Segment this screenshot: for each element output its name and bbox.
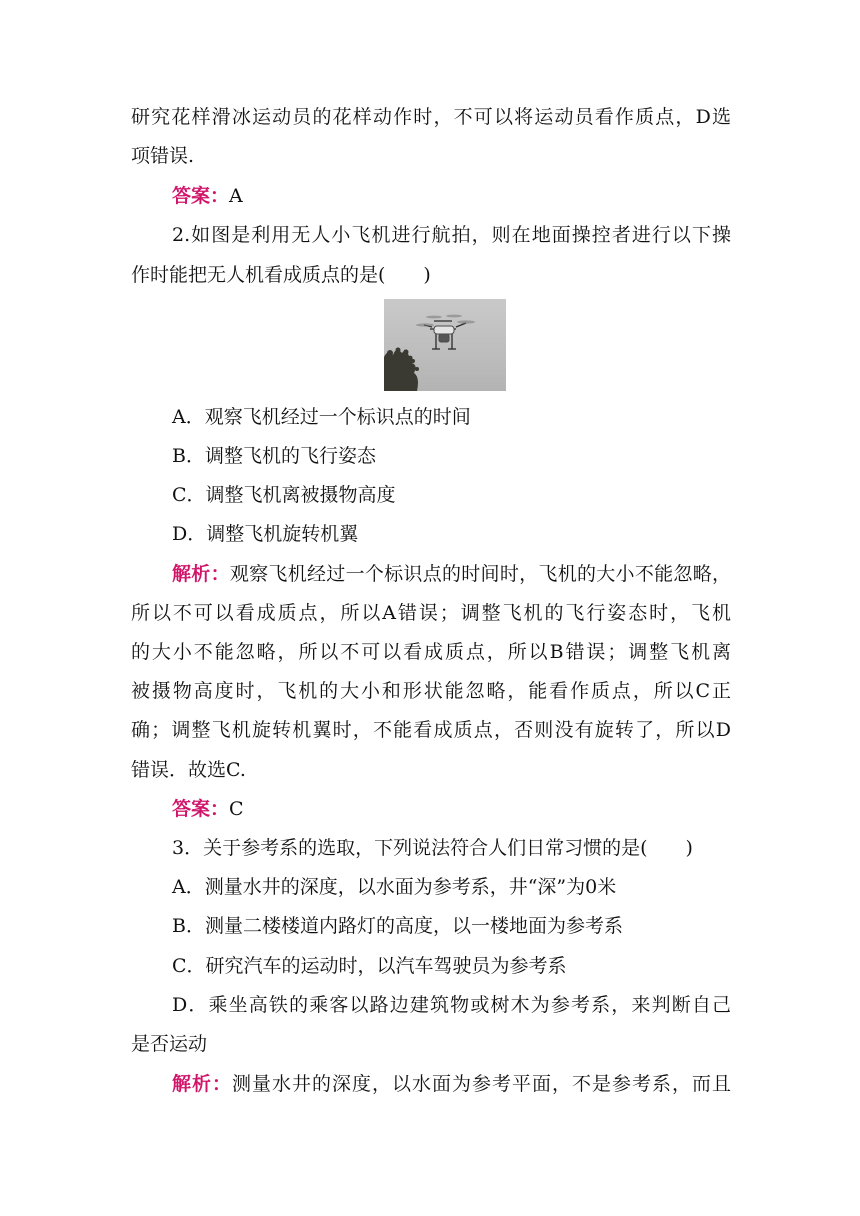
analysis-line: 所以不可以看成质点，所以A错误；调整飞机的飞行姿态时，飞机 xyxy=(131,602,731,624)
drone-photo xyxy=(384,299,506,391)
answer-label: 答案： xyxy=(172,798,230,820)
question-stem: 作时能把无人机看成质点的是( ) xyxy=(131,264,431,286)
question-stem: 3．关于参考系的选取，下列说法符合人们日常习惯的是( ) xyxy=(172,837,693,859)
option-c: C．研究汽车的运动时，以汽车驾驶员为参考系 xyxy=(172,955,567,977)
drone-image xyxy=(384,299,506,391)
option-c: C．调整飞机离被摄物高度 xyxy=(172,484,396,506)
analysis-text: 测量水井的深度，以水面为参考平面，不是参考系，而且 xyxy=(232,1073,731,1095)
answer-line xyxy=(172,796,731,822)
answer-value: C xyxy=(229,798,244,820)
text-line: 研究花样滑冰运动员的花样动作时，不可以将运动员看作质点，D选 xyxy=(131,106,731,128)
option-b: B．调整飞机的飞行姿态 xyxy=(172,445,376,467)
text-line: 项错误. xyxy=(131,145,195,167)
analysis-line: 确；调整飞机旋转机翼时，不能看成质点，否则没有旋转了，所以D xyxy=(131,719,731,741)
analysis-label: 解析： xyxy=(172,1073,232,1095)
option-d-continued: 是否运动 xyxy=(131,1033,208,1055)
analysis-text: 观察飞机经过一个标识点的时间时，飞机的大小不能忽略， xyxy=(229,563,731,585)
analysis-line: 的大小不能忽略，所以不可以看成质点，所以B错误；调整飞机离 xyxy=(131,641,731,663)
analysis-line: 错误．故选C. xyxy=(131,759,246,781)
answer-value: A xyxy=(229,185,243,207)
option-d: D．乘坐高铁的乘客以路边建筑物或树木为参考系，来判断自己 xyxy=(172,994,731,1016)
analysis-line: 被摄物高度时，飞机的大小和形状能忽略，能看作质点，所以C正 xyxy=(131,680,731,702)
question-stem: 2.如图是利用无人小飞机进行航拍，则在地面操控者进行以下操 xyxy=(172,224,731,246)
option-b: B．测量二楼楼道内路灯的高度，以一楼地面为参考系 xyxy=(172,915,623,937)
analysis-line xyxy=(172,561,731,587)
option-d: D．调整飞机旋转机翼 xyxy=(172,523,359,545)
answer-label: 答案： xyxy=(172,185,230,207)
analysis-label: 解析： xyxy=(172,563,230,585)
option-a: A．测量水井的深度，以水面为参考系，井“深”为0米 xyxy=(172,876,617,898)
option-a: A．观察飞机经过一个标识点的时间 xyxy=(172,406,471,428)
analysis-line xyxy=(172,1071,731,1097)
answer-line xyxy=(172,183,731,209)
